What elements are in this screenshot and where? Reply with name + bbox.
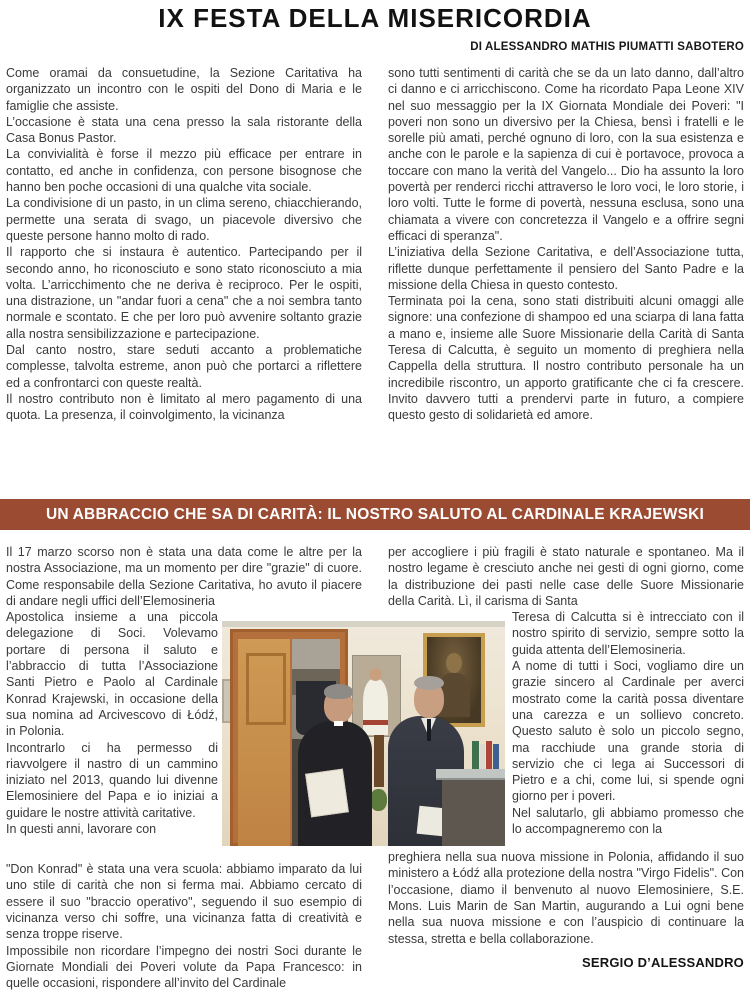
paragraph: L’iniziativa della Sezione Caritativa, e dell’Associazione tutta, riflette dunque perfettamente il pensiero del Santo Padre e la missione della Chiesa in questo contesto. <box>388 245 744 292</box>
paragraph: La convivialità è forse il mezzo più efficace per entrare in contatto, ed anche in confidenza, con persone bisognose che hanno ben poche occasioni di una qualche vita sociale. <box>6 147 362 195</box>
priest-hair <box>324 684 353 699</box>
page-title: IX FESTA DELLA MISERICORDIA <box>158 3 592 33</box>
article-saluto-cardinale <box>0 544 750 992</box>
paragraph: Nel salutarlo, gli abbiamo promesso che lo accompagneremo con la <box>512 805 744 837</box>
article-festa-left-column <box>6 65 362 491</box>
paragraph: Teresa di Calcutta si è intrecciato con il nostro spirito di servizio, sempre sotto la guida attenta dell’Elemosineria. <box>512 610 744 657</box>
paragraph: "Don Konrad" è stata una vera scuola: abbiamo imparato da lui uno stile di carità che non si ferma mai. Abbiamo cercato di essere il suo "braccio operativo", seguendo il suo esempio di vicinanza verso chi soffre, una vicinanza fatta di creatività e senza troppe riserve. <box>6 862 362 942</box>
author-signature: SERGIO D’ALESSANDRO <box>582 954 744 970</box>
paragraph: In questi anni, lavorare con <box>6 822 157 837</box>
book-blue <box>493 744 499 769</box>
pope-head <box>369 668 382 681</box>
pope-figure <box>363 679 388 735</box>
paragraph: Il 17 marzo scorso non è stata una data come le altre per la nostra Associazione, ma un momento per dire "grazie" di cuore. Come responsabile della Sezione Caritativa, ho avuto il piacere di andare negli uffici dell’Elemosineria <box>6 545 362 608</box>
paragraph: La condivisione di un pasto, in un clima sereno, chiacchierando, permette una serata di svago, un piacevole diversivo che queste persone hanno molto di rado. <box>6 196 362 243</box>
paragraph: L’occasione è stata una cena presso la sala ristorante della Casa Bonus Pastor. <box>6 114 362 146</box>
photo-cardinal-visit <box>222 621 505 846</box>
photo-ceiling <box>222 621 505 627</box>
desk <box>436 769 505 780</box>
man-hair <box>414 676 444 690</box>
desk-body <box>442 780 505 846</box>
paragraph: Il nostro contributo non è limitato al mero pagamento di una quota. La presenza, il coinvolgimento, la vicinanza <box>6 391 362 423</box>
man-tie <box>427 719 431 741</box>
article-festa-right-column <box>388 65 744 491</box>
papers-in-hand <box>305 769 349 818</box>
section-heading-banner: UN ABBRACCIO CHE SA DI CARITÀ: IL NOSTRO SALUTO AL CARDINALE KRAJEWSKI <box>0 499 750 530</box>
paragraph: preghiera nella sua nuova missione in Polonia, affidando il suo ministero a Łódź alla protezione della nostra "Virgo Fidelis". Con l’occasione, diamo il benvenuto al nuovo Elemosiniere, S.E. Mons. Luis Marin de San Martin, augurando a Lui ogni bene nella sua nuova missione e con l’auspicio di continuare la stessa, stretta e bella collaborazione. <box>388 850 744 946</box>
article-festa-misericordia <box>0 65 750 491</box>
interior-wall <box>292 639 340 673</box>
text-wrap-left-of-photo <box>6 609 218 861</box>
paragraph: Impossibile non ricordare l’impegno dei nostri Soci durante le Giornate Mondiali dei Poveri volute da Papa Francesco: in quelle occasioni, rispondere all’invito del Cardinale <box>6 943 362 991</box>
paragraph: per accogliere i più fragili è stato naturale e spontaneo. Ma il nostro legame è cresciuto anche nei gesti di ogni giorno, come la distribuzione dei pasti nelle case delle Suore Missionarie della Carità. Lì, il carisma di Santa <box>388 545 744 608</box>
book-green <box>472 741 479 769</box>
plant <box>370 789 387 811</box>
paragraph: sono tutti sentimenti di carità che se da un lato danno, dall’altro ci danno e ci arricchiscono. Come ha ricordato Papa Leone XIV nel suo messaggio per la IX Giornata Mondiale dei Poveri: "I poveri non sono un diversivo per la Chiesa, bensì i fratelli e le sorelle più amati, perché ognuno di loro, con la sua esistenza e anche con le parole e la sapienza di cui è portavoce, provoca a toccare con mano la verità del Vangelo... Dio ha assunto la loro povertà per renderci ricchi attraverso le loro voci, le loro storie, i loro volti. Tutte le forme di povertà, nessuna esclusa, sono una chiamata a vivere con concretezza il Vangelo e a offrire segni efficaci di speranza". <box>388 66 744 243</box>
paragraph: Come oramai da consuetudine, la Sezione Caritativa ha organizzato un incontro con le ospiti del Dono di Maria e le famiglie che assiste. <box>6 66 362 113</box>
paragraph: A nome di tutti i Soci, vogliamo dire un grazie sincero al Cardinale per averci mostrato come la carità possa diventare una carezza e un sollievo concreto. Questo saluto è solo un piccolo segno, ma racchiude una grande storia di servizio che ci lega ai Successori di Pietro e a chi, come lui, si spende ogni giorno per i poveri. <box>512 659 744 804</box>
painting-figure-head <box>446 653 462 673</box>
pope-portrait-detail <box>363 720 388 725</box>
byline: DI ALESSANDRO MATHIS PIUMATTI SABOTERO <box>470 41 744 53</box>
paragraph: Terminata poi la cena, sono stati distribuiti alcuni omaggi alle signore: una confezione di shampoo ed una sciarpa di lana fatta a mano e, insieme alle Suore Missionarie della Carità di Santa Teresa di Calcutta, è seguito un momento di preghiera nella Cappella della struttura. Il nostro contributo personale ha un incredibile riscontro, un apporto gratificante che ci fa crescere. Invito davvero tutti a prendervi parte in futuro, a compiere questo gesto di solidarietà ed amore. <box>388 294 744 423</box>
paragraph: Il rapporto che si instaura è autentico. Partecipando per il secondo anno, ho riconosciuto e sono stato riconosciuto a mia volta. L’arricchimento che ne deriva è reciproco. Per le ospiti, una distrazione, un "andar fuori a cena" che a noi sembra tanto normale e scontato. E che per loro può avvenire soltanto grazie alla nostra sensibilizzazione e partecipazione. <box>6 245 362 341</box>
book-white <box>480 744 485 769</box>
door-panel <box>246 653 286 725</box>
paragraph: Apostolica insieme a una piccola delegazione di Soci. Volevamo portare di persona il saluto e l’abbraccio di tutta l’Associazione Santi Pietro e Paolo al Cardinale Konrad Krajewski, in occasione della sua nomina ad Arcivescovo di Łódź, in Polonia. <box>6 610 218 739</box>
paragraph: Incontrarlo ci ha permesso di riavvolgere il nastro di un cammino iniziato nel 2013, quando lui divenne Elemosiniere del Papa e io iniziai a guidare le nostre attività caritative. <box>6 740 218 820</box>
book-red <box>486 741 492 769</box>
paragraph: Dal canto nostro, stare seduti accanto a problematiche complesse, talvolta estreme, anon può che portarci a riflettere ed a confrontarci con queste realtà. <box>6 343 362 390</box>
clerical-collar <box>334 721 343 726</box>
canvas-stand <box>374 735 384 787</box>
